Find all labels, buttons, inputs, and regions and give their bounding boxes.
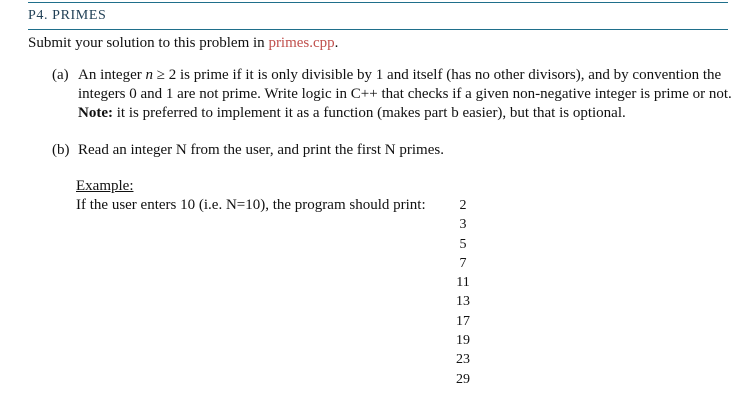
part-a-math-variable: n [145, 67, 153, 83]
part-b [52, 141, 732, 160]
problem-header [28, 2, 728, 30]
part-a-note-text: it is preferred to implement it as a function (makes part b easier), but that is optional. [112, 105, 626, 121]
example-output-list [448, 196, 478, 389]
example-heading: Example: [76, 178, 134, 194]
example-description: If the user enters 10 (i.e. N=10), the program should print: [76, 197, 426, 213]
part-a-text-1: An integer [78, 67, 146, 83]
submit-suffix: . [334, 35, 339, 51]
output-line: 5 [459, 236, 467, 252]
part-a [52, 66, 732, 123]
output-line: 29 [456, 371, 470, 387]
problem-title: P4. PRIMES [28, 8, 107, 23]
output-line: 17 [456, 313, 470, 329]
submit-instruction [28, 35, 338, 52]
output-line: 13 [456, 294, 470, 310]
example-block [76, 177, 426, 215]
part-b-label: (b) [52, 142, 70, 158]
part-a-text-2: ≥ 2 is prime if it is only divisible by 1 and itself (has no other divisors), and by convention the integers 0 and 1 are not prime. Write logic in C++ that checks if a given non-negative integer is prime or not. [78, 67, 732, 102]
submit-prefix: Submit your solution to this problem in [28, 35, 269, 51]
output-line: 7 [459, 255, 467, 271]
output-line: 23 [456, 352, 470, 368]
part-b-text: Read an integer N from the user, and print the first N primes. [78, 142, 444, 158]
part-a-note-label: Note: [78, 105, 113, 121]
output-line: 19 [456, 333, 470, 349]
submit-filename: primes.cpp [268, 35, 335, 51]
output-line: 2 [459, 198, 467, 213]
output-line: 3 [459, 217, 467, 233]
part-a-label: (a) [52, 67, 69, 83]
output-line: 11 [456, 275, 470, 291]
part-a-text [78, 66, 732, 123]
